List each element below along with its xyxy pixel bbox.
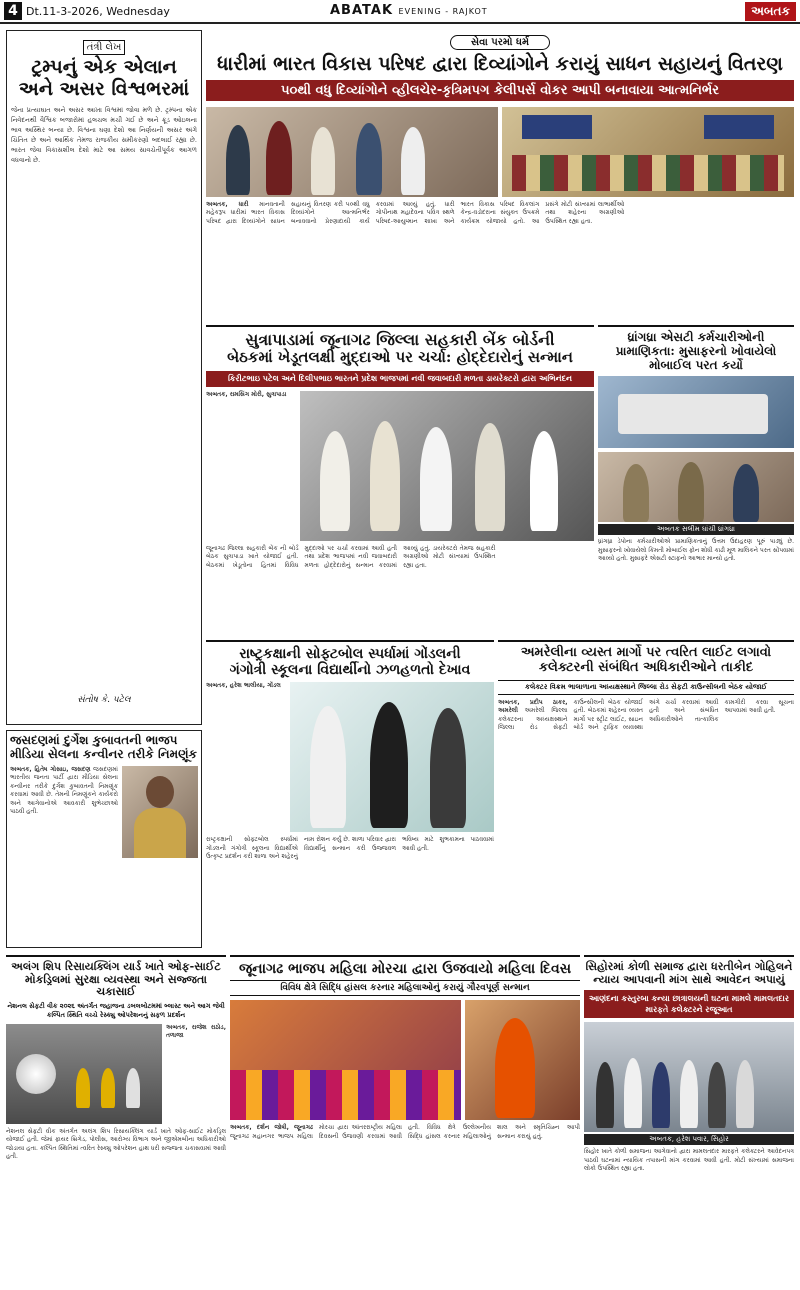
softball-photo (290, 682, 494, 832)
cooperative-dateline: અબતક, રામસિંગ મોરી, સુત્રાપાડા (206, 390, 287, 398)
junagadh-story (230, 955, 580, 1285)
sihor-subhead: આણંદના કસ્તુરબા કન્યા છાત્રાલયની ઘટના મામલે મામલતદાર મારફતે કલેક્ટરને રજૂઆત (584, 990, 794, 1018)
st-story (598, 325, 794, 635)
masthead (0, 0, 800, 24)
cooperative-headline-2: બેઠકમાં ખેડૂતલક્ષી મુદ્દાઓ પર ચર્ચા: હોદ્દેદારોનું સન્માન (227, 348, 573, 367)
jasdan-headline: જસદણમાં દુર્ગેશ કુબાવતની ભાજપ મીડિયા સેલના કન્વીનર તરીકે નિમણૂંક (10, 733, 198, 761)
amreli-text (498, 699, 794, 909)
top-story-photo-beneficiaries (502, 107, 794, 197)
abtak-logo: અબતક (745, 2, 796, 21)
junagadh-body: જૂનાગઢ મહાનગર ભાજપ મહિલા મોરચા દ્વારા આંતરરાષ્ટ્રીય મહિલા દિવસની ઉજવણી કરવામાં આવી હતી. વિવિધ ક્ષેત્રે ઉલ્લેખનીય સિદ્ધિ હાંસલ કરનાર મહિલાઓનું શાલ અને સ્મૃતિચિહ્ન આપી સન્માન કરાયું હતું. (230, 1124, 580, 1140)
alang-story (6, 955, 226, 1285)
st-dateline: અબતક સલીમ ઘાંચી ધ્રાંગધ્રા (598, 524, 794, 535)
paper-title-text: ABATAK (330, 3, 394, 18)
cooperative-photo (300, 391, 594, 541)
junagadh-headline: જૂનાગઢ ભાજપ મહિલા મોરચા દ્વારા ઉજવાયો મહિલા દિવસ (238, 961, 572, 977)
amreli-headline-1: અમરેલીના વ્યસ્ત માર્ગો પર ત્વરિત લાઈટ લગાવો (520, 645, 772, 660)
amreli-body: અમરેલી જિલ્લા કલેક્ટરના અધ્યક્ષસ્થાને જિલ્લા રોડ સેફટી કાઉન્સીલની બેઠક યોજાઈ હતી. બેઠકમાં શહેરના વ્યસ્ત માર્ગો પર સ્ટ્રીટ લાઈટ, સાઇન બોર્ડ અને ટ્રાફિક વ્યવસ્થા અંગે ચર્ચા કરવામાં આવી હતી અને સંબંધિત અધિકારીઓને તાત્કાલિક કામગીરી કરવા સૂચના આપવામાં આવી હતી. (498, 698, 794, 732)
sihor-photo (584, 1022, 794, 1132)
sihor-dateline: અબતક, હરેશ પવાર, સિહોર (584, 1134, 794, 1145)
sihor-headline: સિહોરમાં કોળી સમાજ દ્વારા ધરતીબેન ગોહિલને ન્યાય આપવાની માંગ સાથે આવેદન અપાયું (585, 960, 793, 986)
cooperative-strap: કિરીટભાઇ પટેલ અને દિલીપભાઇ ભારતને પ્રદેશ ભાજપમાં નવી જવાબદારી મળતા ડાયરેક્ટરો દ્વારા અભિનંદન (206, 371, 594, 387)
sihor-story (584, 955, 794, 1285)
st-body: ધ્રાંગધ્રા ડેપોના કર્મચારીઓએ પ્રામાણિકતાનું ઉત્તમ ઉદાહરણ પૂરું પાડ્યું છે. મુસાફરનો ખોવાયેલો કિંમતી મોબાઈલ ફોન શોધી કાઢી મૂળ માલિકને પરત સોંપવામાં આવ્યો હતો. મુસાફરે એસટી સ્ટાફનો આભાર માન્યો હતો. (598, 538, 794, 563)
alang-photo (6, 1024, 162, 1124)
softball-dateline: અબતક, હરેશ ભાલીયા, ગોંડલ (206, 682, 281, 690)
top-story-meta (206, 201, 794, 303)
softball-body: રાષ્ટ્રકક્ષાની સોફ્ટબોલ સ્પર્ધામાં ગોંડલની ગંગોત્રી સ્કૂલના વિદ્યાર્થીએ ઉત્કૃષ્ટ પ્રદર્શન કરી શાળા અને શહેરનું નામ રોશન કર્યું છે. શાળા પરિવાર દ્વારા વિદ્યાર્થીનું સન્માન કરી ઉજ્જવળ ભવિષ્ય માટે શુભકામના પાઠવવામાં આવી હતી. (206, 836, 494, 861)
jasdan-story (6, 730, 202, 948)
top-story-kicker: સેવા પરમો ધર્મ (450, 35, 550, 50)
alang-headline-1: અલંગ શિપ રિસાયક્લિંગ યાર્ડ ખાતે ઓફ-સાઈટ (11, 960, 221, 973)
sihor-body: સિહોર ખાતે કોળી સમાજના આગેવાનો દ્વારા મામલતદાર મારફતે કલેક્ટરને આવેદનપત્ર પાઠવી ઘટનામાં ન્યાયિક તપાસની માંગ કરવામાં આવી હતી. મોટી સંખ્યામાં સમાજના લોકો ઉપસ્થિત રહ્યા હતા. (584, 1148, 794, 1173)
top-story-photo-award (206, 107, 498, 197)
softball-headline-2: ગંગોત્રી સ્કૂલના વિદ્યાર્થીનો ઝળહળતો દેખાવ (229, 662, 471, 679)
paper-title (330, 3, 488, 18)
junagadh-subhead: વિવિધ ક્ષેત્રે સિદ્ધિ હાંસલ કરનાર મહિલાઓનું કરાયું ગૌરવપૂર્ણ સન્માન (230, 980, 580, 996)
editorial-signature: સંતોષ કે. પટેલ (77, 694, 131, 705)
top-story (206, 30, 794, 320)
editorial-headline: ટ્રમ્પનું એક એલાન અને અસર વિશ્વભરમાં (18, 56, 190, 100)
cooperative-body: જૂનાગઢ જિલ્લા સહકારી બેંક ની બોર્ડ બેઠક સુત્રાપાડા ખાતે યોજાઈ હતી. બેઠકમાં ખેડૂતોના હિતમાં વિવિધ મુદ્દાઓ પર ચર્ચા કરવામાં આવી હતી તથા પ્રદેશ ભાજપમાં નવી જવાબદારી મળતા હોદ્દેદારોનું સન્માન કરવામાં આવ્યું હતું. ડાયરેક્ટરો તેમજ સહકારી અગ્રણીઓ મોટી સંખ્યામાં ઉપસ્થિત રહ્યા હતા. (206, 544, 496, 569)
cooperative-headline-1: સુત્રાપાડામાં જૂનાગઢ જિલ્લા સહકારી બેંક બોર્ડની (245, 330, 555, 349)
issue-date: Dt.11-3-2026, Wednesday (26, 5, 170, 18)
top-story-dateline: અબતક, ધારી (206, 200, 249, 208)
alang-strap: નેશનલ સેફટી વીક ૨૦૨૬ અંતર્ગત જહાજના ડબલબોટમમાં બ્લાસ્ટ અને આગ જેવી કલ્પિત સ્થિતિ વચ્ચે રેસ્ક્યુ ઓપરેશનનું સફળ પ્રદર્શન (7, 1001, 225, 1019)
jasdan-body: જસદણમાં ભારતીય જનતા પાર્ટી દ્વારા મીડિયા સેલના કન્વીનર તરીકે દુર્ગેશ કુબાવતની નિમણૂંક કરવામાં આવી છે. તેમની નિમણૂંકને કાર્યકરો અને આગેવાનોએ આવકારી શુભેચ્છાઓ પાઠવી હતી. (10, 765, 118, 816)
alang-intro (166, 1024, 226, 1124)
jasdan-text (10, 766, 118, 876)
jasdan-dateline: અબતક, હિતેષ ગોસાઇ, જસદણ (10, 765, 91, 773)
st-photo-staff (598, 452, 794, 522)
cooperative-story (206, 325, 594, 635)
alang-headline-2: મોકડ્રિલમાં સુરક્ષા વ્યવસ્થા અને સજ્જતા ચકાસાઈ (25, 972, 207, 999)
amreli-strap: કલેક્ટર વિક્રમ ભાલાળાના અધ્યક્ષસ્થાને જિલ્લા રોડ સેફટી કાઉન્સીલની બેઠક યોજાઈ (498, 680, 794, 695)
cooperative-intro (206, 391, 296, 541)
junagadh-photo-stage (465, 1000, 580, 1120)
editorial-column (6, 30, 202, 725)
softball-headline-1: રાષ્ટ્રકક્ષાની સોફ્ટબોલ સ્પર્ધામાં ગોંડલની (239, 646, 461, 662)
st-photo-bus (598, 376, 794, 448)
jasdan-portrait (122, 766, 198, 858)
softball-intro (206, 682, 286, 832)
junagadh-text (230, 1124, 580, 1274)
top-story-subhead: ૫૦થી વધુ દિવ્યાંગોને વ્હીલચેર-કૃત્રિમપગ કેલીપર્સ વોકર આપી બનાવાયા આત્મનિર્ભર (206, 80, 794, 101)
st-headline: ધ્રાંગધ્રા એસટી કર્મચારીઓની પ્રામાણિકતા: મુસાફરનો ખોવાયેલો મોબાઈલ પરત કર્યો (615, 330, 777, 372)
page-number: 4 (4, 2, 22, 20)
junagadh-dateline: અબતક, દર્શન જોષી, જૂનાગઢ (230, 1124, 313, 1132)
softball-story (206, 640, 494, 950)
amreli-headline-2: કલેક્ટરની સંબંધિત અધિકારીઓને તાકીદ (538, 659, 754, 675)
editorial-kicker: તંત્રી લેખ (83, 40, 126, 55)
alang-body: નેશનલ સેફટી વીક અંતર્ગત અલંગ શિપ રિસાયક્લિંગ યાર્ડ ખાતે ઓફ-સાઈટ મોકડ્રિલ યોજાઈ હતી. જેમાં ફાયર બ્રિગેડ, પોલીસ, આરોગ્ય વિભાગ અને જીએમબીના અધિકારીઓ જોડાયા હતા. કલ્પિત સ્થિતિમાં ત્વરિત રેસ્ક્યુ ઓપરેશન હાથ ધરી સજ્જતા ચકાસવામાં આવી હતી. (6, 1127, 226, 1161)
amreli-dateline: અબતક, પ્રદીપ ઠાકર, અમરેલી (498, 698, 568, 715)
alang-dateline: અબતક, રાજેશ રાઠોડ, તળાજા (166, 1023, 226, 1040)
junagadh-photo-group (230, 1000, 461, 1120)
top-story-body: માનવતાની મહેકરૂપ ધારીમાં ભારત વિકાસ પરિષદ દ્વારા દિવ્યાંગોને સાધન સહાયનું વિતરણ કરી ૫૦થી વધુ દિવ્યાંગોને આત્મનિર્ભર બનાવવાનો પ્રેરણાદાયી કાર્ય કરવામાં આવ્યું હતું. ધારી ગોપીનાથ મહાદેવના પવિત્ર સ્થળે પરિષદ-આયુષ્માન શાખા અને ભારત વિકાસ પરિષદ વિકલાંગ કેન્દ્ર-વડોદરાના સંયુક્ત ઉપક્રમે કાર્યક્રમ યોજાયો હતો. આ પ્રસંગે મોટી સંખ્યામાં લાભાર્થીઓ તથા શહેરના અગ્રણીઓ ઉપસ્થિત રહ્યા હતા. (206, 200, 625, 225)
paper-subtitle: EVENING - RAJKOT (398, 7, 488, 16)
amreli-story (498, 640, 794, 950)
editorial-body: જેના પ્રત્યાઘાત અને અસર આખા વિશ્વમાં જોવા મળે છે. ટ્રમ્પના એક નિવેદનથી વૈશ્વિક બજારોમાં હલચલ મચી ગઈ છે અને ક્રૂડ ઓઇલના ભાવ અસ્થિર બન્યા છે. વિશ્વના ઘણા દેશો આ નિર્ણયની અસર અંગે ચિંતિત છે અને આર્થિક તેમજ રાજકીય સમીકરણો બદલાઈ રહ્યા છે. ભારત જેવા વિકાસશીલ દેશો માટે આ સમય સાવચેતીપૂર્વક આગળ વધવાનો છે. (11, 105, 197, 164)
top-story-headline: ધારીમાં ભારત વિકાસ પરિષદ દ્વારા દિવ્યાંગોને કરાયું સાધન સહાયનું વિતરણ (217, 53, 783, 75)
